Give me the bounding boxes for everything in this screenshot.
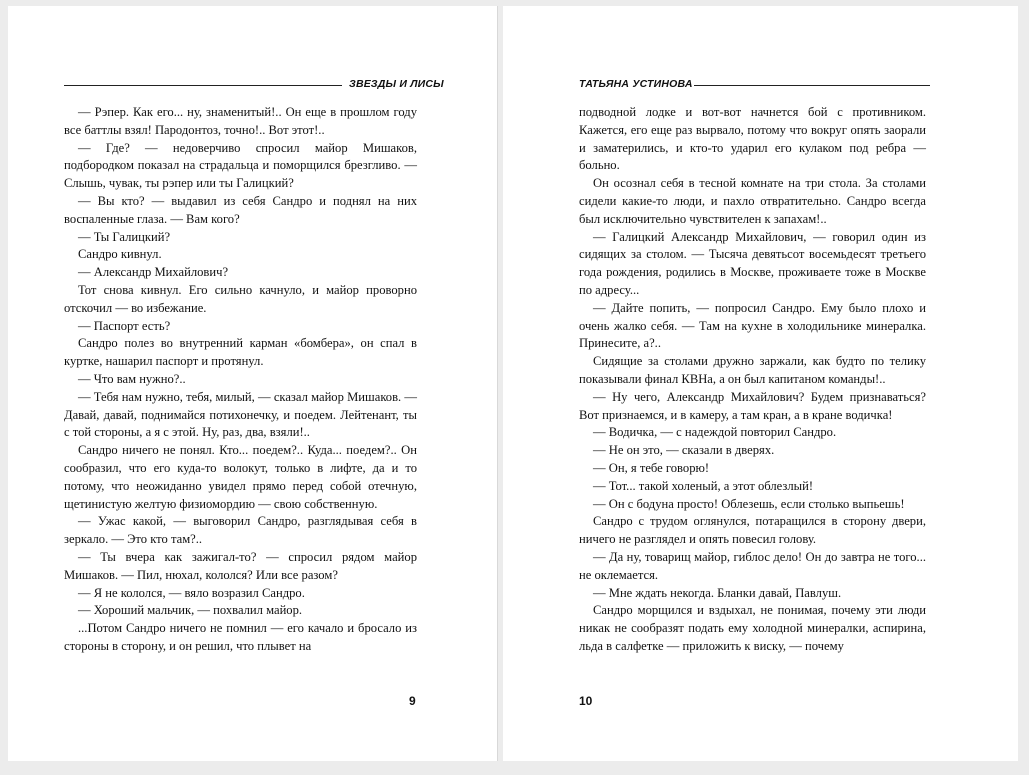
running-header [503,78,1018,92]
paragraph: — Да ну, товарищ майор, гиблос дело! Он до завтра не того... не оклемается. [579,549,926,582]
body-text [64,104,417,656]
paragraph: Сандро полез во внутренний карман «бомбера», он спал в куртке, нашарил паспорт и протянул. [64,336,417,369]
paragraph: Сандро кивнул. [78,247,162,262]
paragraph: Сандро ничего не понял. Кто... поедем?.. Куда... поедем?.. Он сообразил, что его куда-то волокут, только в лифте, да и то потому, что неожиданно увидел прямо перед собой отечную, щетинистую желтую физиомордию — свою собственную. [64,443,417,511]
paragraph: — Водичка, — с надеждой повторил Сандро. [593,425,837,440]
paragraph: Сандро с трудом оглянулся, потаращился в сторону двери, ничего не разглядел и опять повесил голову. [579,514,926,547]
paragraph: — Ну чего, Александр Михайлович? Будем признаваться? Вот признаемся, и в камеру, а там кран, а в кране водичка! [579,389,926,422]
header-rule [64,85,342,86]
paragraph: — Галицкий Александр Михайлович, — говорил один из сидящих за столом. — Тысяча девятьсот восемьдесят третьего года рождения, родились в Москве, проживаете тоже в Москве по адресу... [579,229,926,297]
paragraph: — Рэпер. Как его... ну, знаменитый!.. Он еще в прошлом году все баттлы взял! Пародонтоз, точно!.. Вот этот!.. [64,105,417,137]
left-page [8,6,498,761]
book-title-header: ЗВЕЗДЫ И ЛИСЫ [349,78,444,90]
paragraph: Сандро морщился и вздыхал, не понимая, почему эти люди никак не сообразят подать ему холодной минералки, аспирина, льда в салфетке — приложить к виску, — почему [579,603,926,653]
paragraph: — Тебя нам нужно, тебя, милый, — сказал майор Мишаков. — Давай, давай, поднимайся потихонечку, и поедем. Лейтенант, ты с той стороны, а я с этой. Ну, раз, два, взяли!.. [64,389,417,440]
paragraph: ...Потом Сандро ничего не помнил — его качало и бросало из стороны в сторону, и он решил, что плывет на [64,621,417,653]
paragraph: — Паспорт есть? [78,318,171,333]
paragraph: — Где? — недоверчиво спросил майор Мишаков, подбородком показал на страдальца и поморщился брезгливо. — Слышь, чувак, ты рэпер или ты Галицкий? [64,140,417,191]
paragraph: — Ты Галицкий? [78,229,171,244]
paragraph: — Александр Михайлович? [78,265,229,280]
paragraph: — Мне ждать некогда. Бланки давай, Павлуш. [593,585,842,600]
paragraph: — Он с бодуна просто! Облезешь, если столько выпьешь! [593,496,905,511]
paragraph: подводной лодке и вот-вот начнется бой с противником. Кажется, его еще раз вырвало, потому что вокруг опять заорали и заматерились, и кто-то ударил его кулаком под ребра — больно. [579,105,926,173]
paragraph: — Ужас какой, — выговорил Сандро, разглядывая себя в зеркало. — Это кто там?.. [64,514,417,547]
paragraph: Тот снова кивнул. Его сильно качнуло, и майор проворно отскочил — во избежание. [64,282,417,315]
paragraph: — Он, я тебе говорю! [593,460,710,475]
paragraph: — Вы кто? — выдавил из себя Сандро и поднял на них воспаленные глаза. — Вам кого? [64,193,417,226]
paragraph: — Хороший мальчик, — похвалил майор. [78,603,303,618]
paragraph: — Тот... такой холеный, а этот облезлый! [593,478,814,493]
paragraph: — Я не кололся, — вяло возразил Сандро. [78,585,305,600]
paragraph: — Что вам нужно?.. [78,371,186,386]
paragraph: Он осознал себя в тесной комнате на три стола. За столами сидели какие-то люди, и пахло отвратительно. Сандро всегда был исключительно чувствителен к запахам!.. [579,176,926,226]
paragraph: — Дайте попить, — попросил Сандро. Ему было плохо и очень жалко себя. — Там на кухне в холодильнике минералка. Принесите, а?.. [579,300,926,351]
paragraph: — Ты вчера как зажигал-то? — спросил рядом майор Мишаков. — Пил, нюхал, кололся? Или все разом? [64,549,417,582]
author-name-header: ТАТЬЯНА УСТИНОВА [579,78,693,90]
header-rule [694,85,930,86]
page-number: 10 [579,694,593,708]
body-text [579,104,926,656]
paragraph: Сидящие за столами дружно заржали, как будто по телику показывали финал КВНа, а он был капитаном команды!.. [579,354,926,386]
paragraph: — Не он это, — сказали в дверях. [593,443,775,458]
right-page [503,6,1018,761]
running-header [8,78,497,92]
page-number: 9 [409,694,416,708]
